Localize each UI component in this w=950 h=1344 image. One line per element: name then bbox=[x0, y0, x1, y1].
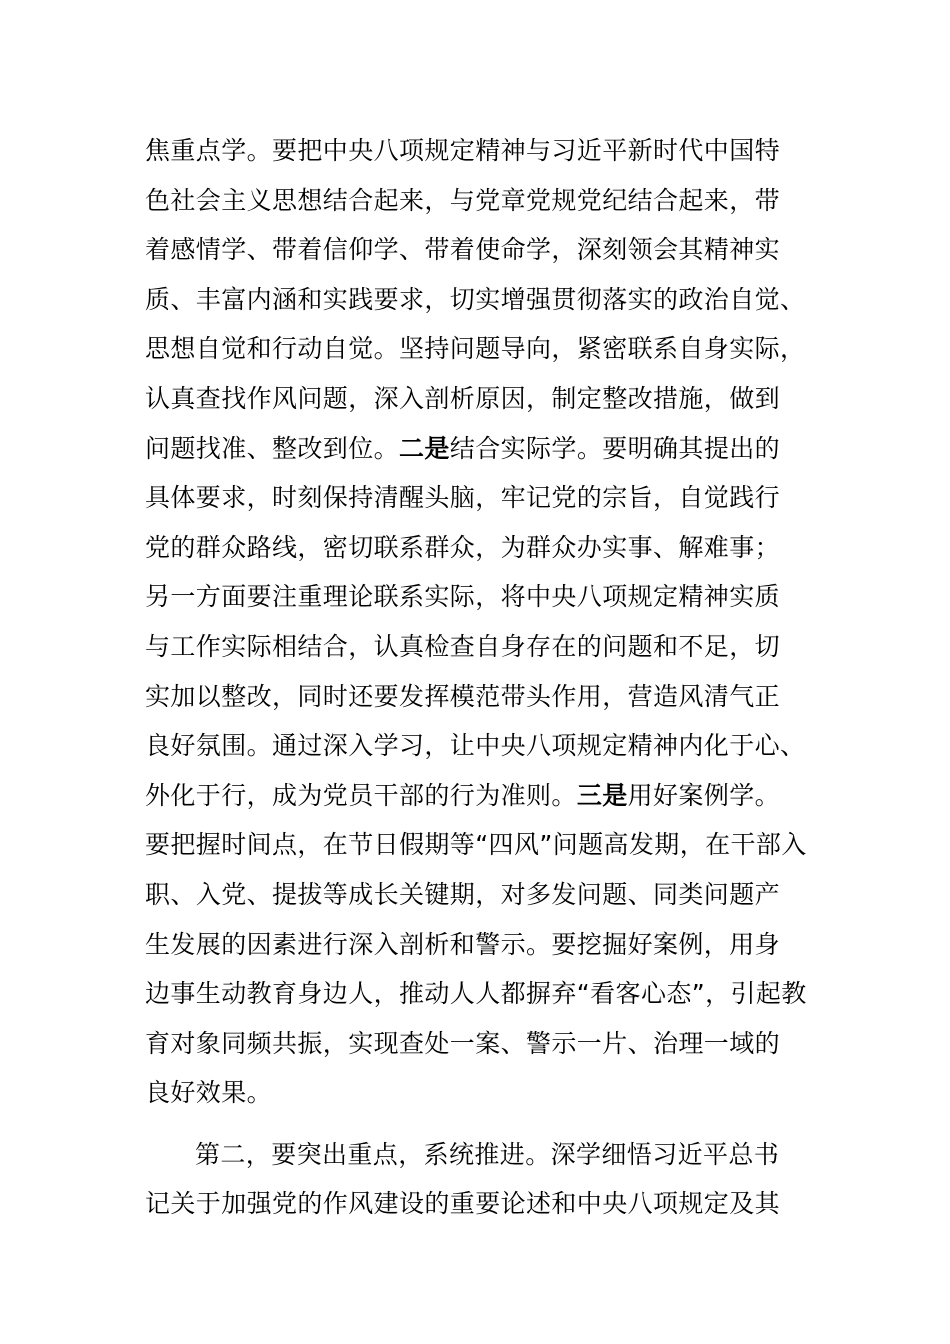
text-span: 用好案例学。 bbox=[627, 780, 781, 810]
text-span: 结合实际学。要明确其提出的 bbox=[449, 433, 781, 463]
text-line: 着感情学、带着信仰学、带着使命学，深刻领会其精神实 bbox=[145, 235, 781, 265]
body-text bbox=[145, 126, 825, 1229]
text-line: 要把握时间点，在节日假期等“四风”问题高发期，在干部入 bbox=[145, 830, 807, 860]
text-line: 焦重点学。要把中央八项规定精神与习近平新时代中国特 bbox=[145, 136, 781, 165]
text-span: 外化于行，成为党员干部的行为准则。 bbox=[145, 780, 577, 810]
text-line: 良好效果。 bbox=[145, 1078, 273, 1108]
text-line bbox=[145, 424, 825, 474]
text-line: 记关于加强党的作风建设的重要论述和中央八项规定及其 bbox=[145, 1189, 781, 1219]
text-line: 育对象同频共振，实现查处一案、警示一片、治理一域的 bbox=[145, 1028, 781, 1058]
text-line: 党的群众路线，密切联系群众，为群众办实事、解难事； bbox=[145, 532, 781, 562]
text-line: 思想自觉和行动自觉。坚持问题导向，紧密联系自身实际， bbox=[145, 334, 806, 364]
text-line: 质、丰富内涵和实践要求，切实增强贯彻落实的政治自觉、 bbox=[145, 284, 806, 314]
text-line: 第二，要突出重点，系统推进。深学细悟习近平总书 bbox=[195, 1139, 780, 1169]
text-line: 边事生动教育身边人，推动人人都摒弃“看客心态”，引起教 bbox=[145, 979, 807, 1009]
text-line: 认真查找作风问题，深入剖析原因，制定整改措施，做到 bbox=[145, 383, 781, 413]
bold-marker: 二是 bbox=[399, 433, 450, 463]
text-line: 另一方面要注重理论联系实际，将中央八项规定精神实质 bbox=[145, 582, 781, 612]
text-line: 良好氛围。通过深入学习，让中央八项规定精神内化于心、 bbox=[145, 731, 806, 761]
text-line: 与工作实际相结合，认真检查自身存在的问题和不足，切 bbox=[145, 631, 781, 661]
text-line bbox=[145, 771, 825, 821]
text-line: 实加以整改，同时还要发挥模范带头作用，营造风清气正 bbox=[145, 681, 781, 711]
text-span: 问题找准、整改到位。 bbox=[145, 433, 400, 463]
bold-marker: 三是 bbox=[576, 780, 628, 810]
paragraph-gap bbox=[145, 1118, 825, 1130]
text-line: 职、入党、提拔等成长关键期，对多发问题、同类问题产 bbox=[145, 879, 781, 909]
text-line: 生发展的因素进行深入剖析和警示。要挖掘好案例，用身 bbox=[145, 929, 781, 959]
text-line: 色社会主义思想结合起来，与党章党规党纪结合起来，带 bbox=[145, 185, 781, 215]
text-line: 具体要求，时刻保持清醒头脑，牢记党的宗旨，自觉践行 bbox=[145, 483, 781, 513]
